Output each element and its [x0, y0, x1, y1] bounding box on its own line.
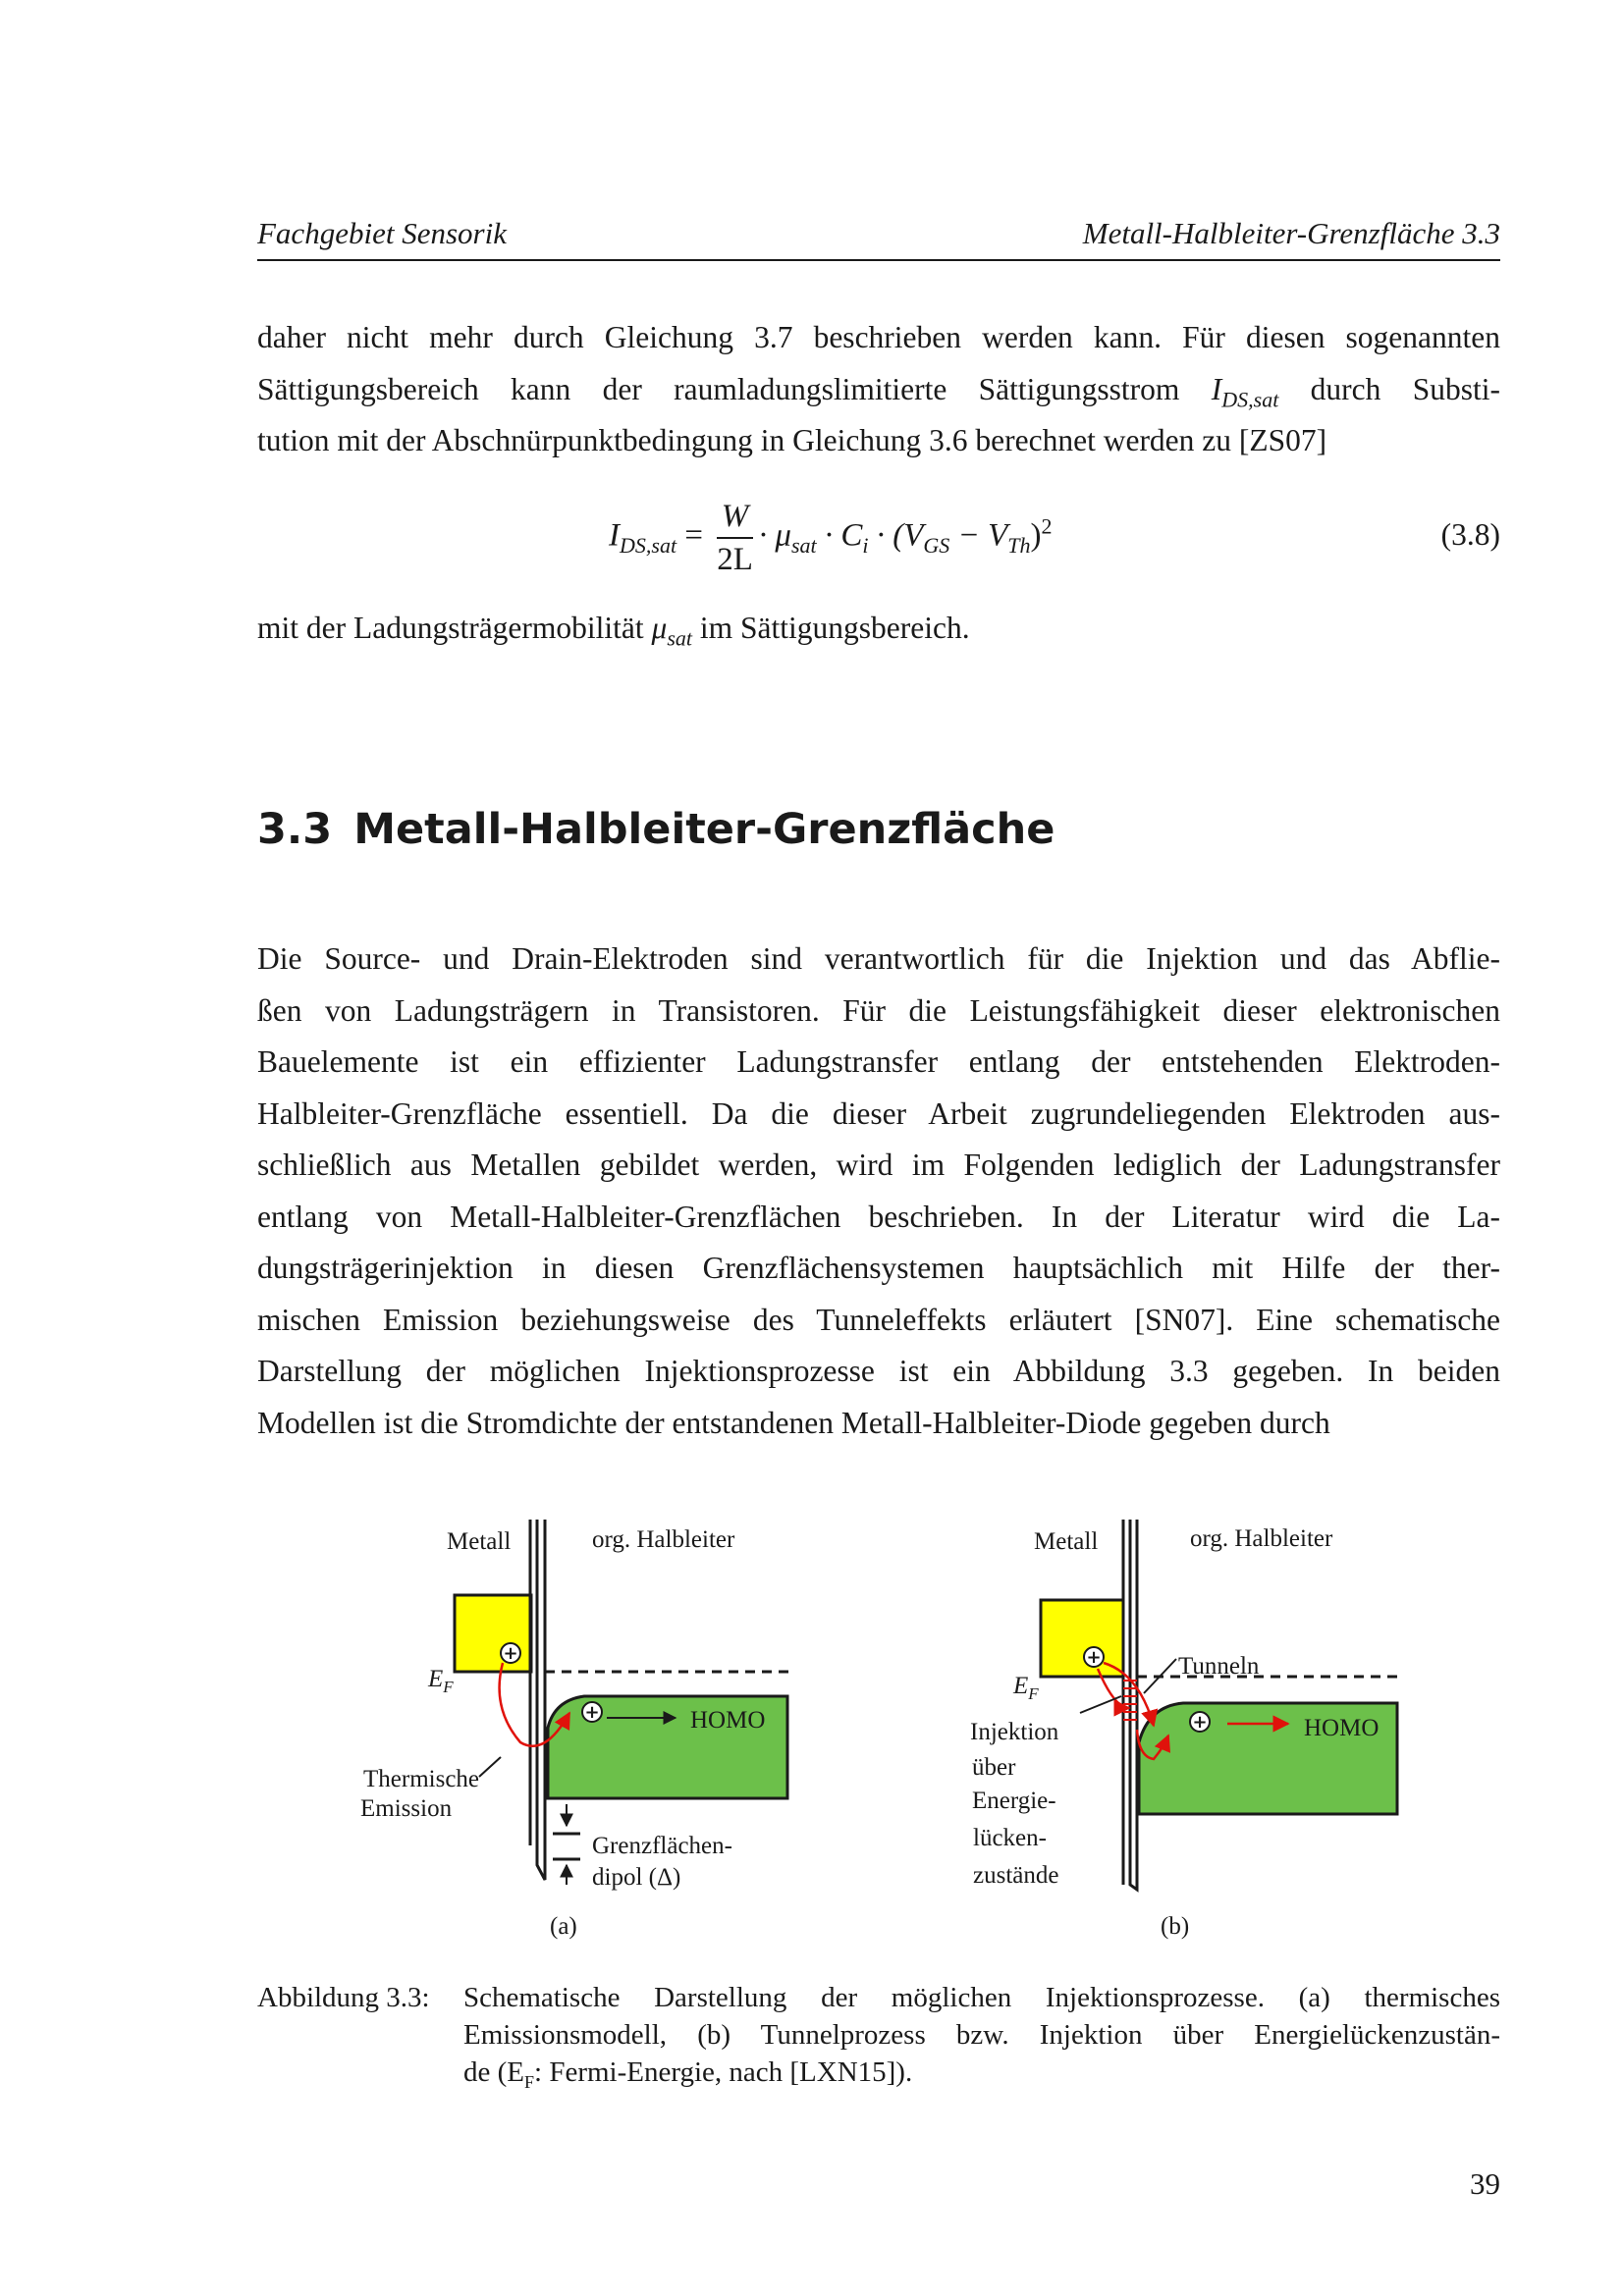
label-metall-b: Metall	[1034, 1528, 1099, 1555]
label-semiconductor-b: org. Halbleiter	[1190, 1525, 1333, 1552]
paragraph-intro	[257, 312, 1500, 467]
text-line: Darstellung der möglichen Injektionsprozesse ist ein Abbildung 3.3 gegeben. In beiden	[257, 1354, 1500, 1388]
thermal-label-2: Emission	[360, 1795, 453, 1822]
figure-caption	[257, 1979, 1500, 2101]
text-line: Die Source- und Drain-Elektroden sind verantwortlich für die Injektion und das Abflie-	[257, 941, 1500, 976]
hole-plus-a2: +	[584, 1702, 600, 1723]
caption-text	[463, 1979, 1500, 2101]
metal-block-a	[455, 1595, 531, 1672]
equation-3-8: $I_{DS,sat}$ = $\frac{W}{2L}$ · $\mu_{sat} \cdot C_i \cdot (V_{GS} - V_{Th})^2$	[609, 496, 1053, 580]
header-rule	[257, 259, 1500, 261]
label-metall-a: Metall	[447, 1528, 512, 1555]
text-line: Modellen ist die Stromdichte der entstandenen Metall-Halbleiter-Diode gegeben durch	[257, 1405, 1330, 1440]
label-semiconductor-a: org. Halbleiter	[592, 1526, 735, 1553]
panel-a	[360, 1520, 790, 1940]
caption-line: Emissionsmodell, (b) Tunnelprozess bzw. Injektion über Energielückenzustän-	[463, 2019, 1500, 2051]
caption-line: de ($E_F$: Fermi-Energie, nach [LXN15]).	[463, 2056, 913, 2092]
injection-label-2: über	[972, 1754, 1016, 1781]
tunnel-label: Tunneln	[1178, 1653, 1260, 1680]
section-title: Metall-Halbleiter-Grenzfläche	[353, 805, 1055, 854]
paragraph-injection	[257, 934, 1500, 1449]
equation-number: (3.8)	[1440, 517, 1500, 552]
injection-label-3: Energie-	[972, 1788, 1056, 1814]
panel-label-a: (a)	[550, 1913, 577, 1940]
equation-fraction: $\frac{W}{2L}$	[717, 496, 753, 580]
injection-pointer	[1080, 1696, 1121, 1713]
hole-plus-b1: +	[1086, 1647, 1102, 1668]
paragraph-mobility	[257, 603, 1500, 655]
section-heading	[257, 805, 1055, 854]
dipole-label-1: Grenzflächen-	[592, 1833, 732, 1859]
interface-layer-a	[537, 1520, 545, 1880]
text-line: dungsträgerinjektion in diesen Grenzflächensystemen hauptsächlich mit Hilfe der ther-	[257, 1251, 1500, 1285]
text-line: mit der Ladungsträgermobilität $\mu_{sat}$ im Sättigungsbereich.	[257, 611, 970, 651]
text-line: Halbleiter-Grenzfläche essentiell. Da die dieser Arbeit zugrundeliegenden Elektroden aus-	[257, 1095, 1500, 1131]
text-line: ßen von Ladungsträgern in Transistoren. Für die Leistungsfähigkeit dieser elektronischen	[257, 992, 1500, 1028]
panel-b	[970, 1520, 1399, 1940]
dipole-label-2: dipol (Δ)	[592, 1864, 681, 1891]
hole-plus-b2: +	[1192, 1712, 1208, 1733]
running-header-left: Fachgebiet Sensorik	[257, 216, 507, 250]
homo-label-a: HOMO	[690, 1707, 766, 1734]
panel-label-b: (b)	[1161, 1913, 1190, 1940]
injection-label-4: lücken-	[973, 1825, 1047, 1851]
caption-label: Abbildung 3.3:	[257, 1982, 430, 2013]
text-line: Bauelemente ist ein effizienter Ladungstransfer entlang der entstehenden Elektroden-	[257, 1044, 1500, 1079]
ef-label-a: $E_F$	[428, 1666, 454, 1696]
hole-plus-a1: +	[503, 1643, 518, 1664]
text-line: mischen Emission beziehungsweise des Tunneleffekts erläutert [SN07]. Eine schematische	[257, 1302, 1500, 1337]
injection-label-1: Injektion	[970, 1719, 1059, 1745]
thermal-pointer-a	[479, 1757, 501, 1777]
ef-label-b: $E_F$	[1013, 1673, 1039, 1703]
homo-label-b: HOMO	[1304, 1715, 1380, 1741]
section-number: 3.3	[257, 805, 333, 854]
page-number: 39	[1470, 2166, 1500, 2201]
text-line: tution mit der Abschnürpunktbedingung in Gleichung 3.6 berechnet werden zu [ZS07]	[257, 423, 1327, 457]
text-line: daher nicht mehr durch Gleichung 3.7 beschrieben werden kann. Für diesen sogenannten	[257, 320, 1500, 354]
caption-line: Schematische Darstellung der möglichen Injektionsprozesse. (a) thermisches	[463, 1982, 1500, 2013]
figure-3-3	[0, 1492, 1623, 1944]
injection-label-5: zustände	[973, 1862, 1059, 1889]
text-line: Sättigungsbereich kann der raumladungslimitierte Sättigungsstrom $I_{DS,sat}$ durch Substi-	[257, 371, 1500, 411]
thermal-label-1: Thermische	[363, 1766, 480, 1792]
running-header-right: Metall-Halbleiter-Grenzfläche 3.3	[1082, 216, 1500, 250]
text-line: schließlich aus Metallen gebildet werden, wird im Folgenden lediglich der Ladungstransfer	[257, 1148, 1500, 1182]
text-line: entlang von Metall-Halbleiter-Grenzflächen beschrieben. In der Literatur wird die La-	[257, 1199, 1500, 1234]
